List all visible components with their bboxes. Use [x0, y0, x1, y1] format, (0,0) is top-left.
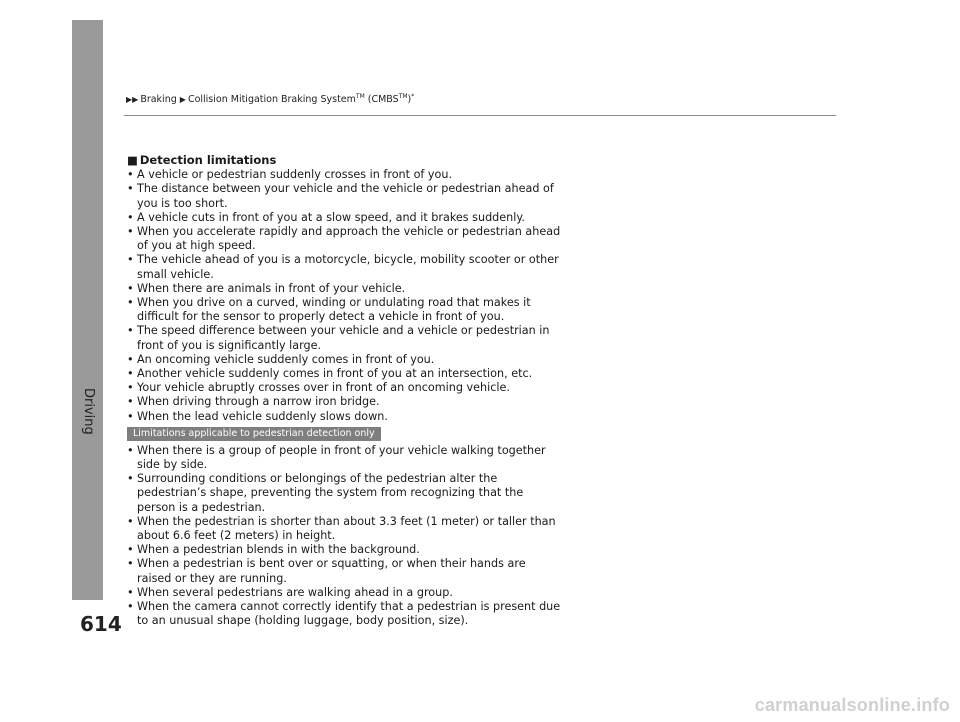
- breadcrumb-arrow-icon: ▶: [179, 95, 186, 105]
- list-item: • When you accelerate rapidly and approach the vehicle or pedestrian ahead of you at high speed.: [127, 225, 563, 253]
- section-title: Detection limitations: [139, 153, 277, 167]
- breadcrumb-paren-close: ): [407, 94, 412, 106]
- main-content: [127, 153, 563, 629]
- list-item: • The distance between your vehicle and the vehicle or pedestrian ahead of you is too short.: [127, 182, 563, 210]
- list-item: • When there is a group of people in front of your vehicle walking together side by side.: [127, 444, 563, 472]
- list-item: • A vehicle or pedestrian suddenly crosses in front of you.: [127, 168, 563, 182]
- breadcrumb-arrow-icon: ▶▶: [126, 95, 139, 105]
- list-item: • When the lead vehicle suddenly slows down.: [127, 410, 563, 424]
- page-number: 614: [80, 612, 122, 636]
- breadcrumb: [126, 93, 414, 105]
- list-item: • Your vehicle abruptly crosses over in front of an oncoming vehicle.: [127, 381, 563, 395]
- section-heading: [127, 153, 563, 167]
- chapter-label: Driving: [81, 388, 96, 435]
- list-item: • The vehicle ahead of you is a motorcycle, bicycle, mobility scooter or other small vehicle.: [127, 253, 563, 281]
- chapter-side-tab: [72, 20, 103, 600]
- optional-asterisk: *: [411, 93, 415, 100]
- header-divider: [124, 115, 836, 116]
- list-item: • When there are animals in front of your vehicle.: [127, 282, 563, 296]
- breadcrumb-braking[interactable]: Braking: [140, 94, 177, 106]
- watermark: carmanualsonline.info: [754, 695, 950, 715]
- list-item: • When a pedestrian blends in with the background.: [127, 543, 563, 557]
- trademark-mark: TM: [355, 93, 365, 100]
- list-item: • An oncoming vehicle suddenly comes in front of you.: [127, 353, 563, 367]
- pedestrian-limitations-badge: Limitations applicable to pedestrian detection only: [127, 427, 381, 441]
- list-item: • A vehicle cuts in front of you at a slow speed, and it brakes suddenly.: [127, 211, 563, 225]
- list-item: • Another vehicle suddenly comes in front of you at an intersection, etc.: [127, 367, 563, 381]
- square-bullet-icon: ■: [127, 153, 138, 167]
- pedestrian-limitations-list: [127, 444, 563, 629]
- list-item: • When several pedestrians are walking ahead in a group.: [127, 586, 563, 600]
- trademark-mark: TM: [398, 93, 408, 100]
- detection-limitations-list: [127, 168, 563, 424]
- list-item: • When the camera cannot correctly identify that a pedestrian is present due to an unusual shape (holding luggage, body position, size).: [127, 600, 563, 628]
- breadcrumb-cmbs[interactable]: Collision Mitigation Braking System: [187, 94, 356, 106]
- list-item: • When driving through a narrow iron bridge.: [127, 395, 563, 409]
- breadcrumb-cmbs-abbr: (CMBS: [364, 94, 399, 106]
- list-item: • When you drive on a curved, winding or undulating road that makes it difficult for the sensor to properly detect a vehicle in front of you.: [127, 296, 563, 324]
- list-item: • Surrounding conditions or belongings of the pedestrian alter the pedestrian’s shape, preventing the system from recognizing that the person is a pedestrian.: [127, 472, 563, 515]
- list-item: • When the pedestrian is shorter than about 3.3 feet (1 meter) or taller than about 6.6 feet (2 meters) in height.: [127, 515, 563, 543]
- list-item: • When a pedestrian is bent over or squatting, or when their hands are raised or they are running.: [127, 557, 563, 585]
- list-item: • The speed difference between your vehicle and a vehicle or pedestrian in front of you is significantly large.: [127, 324, 563, 352]
